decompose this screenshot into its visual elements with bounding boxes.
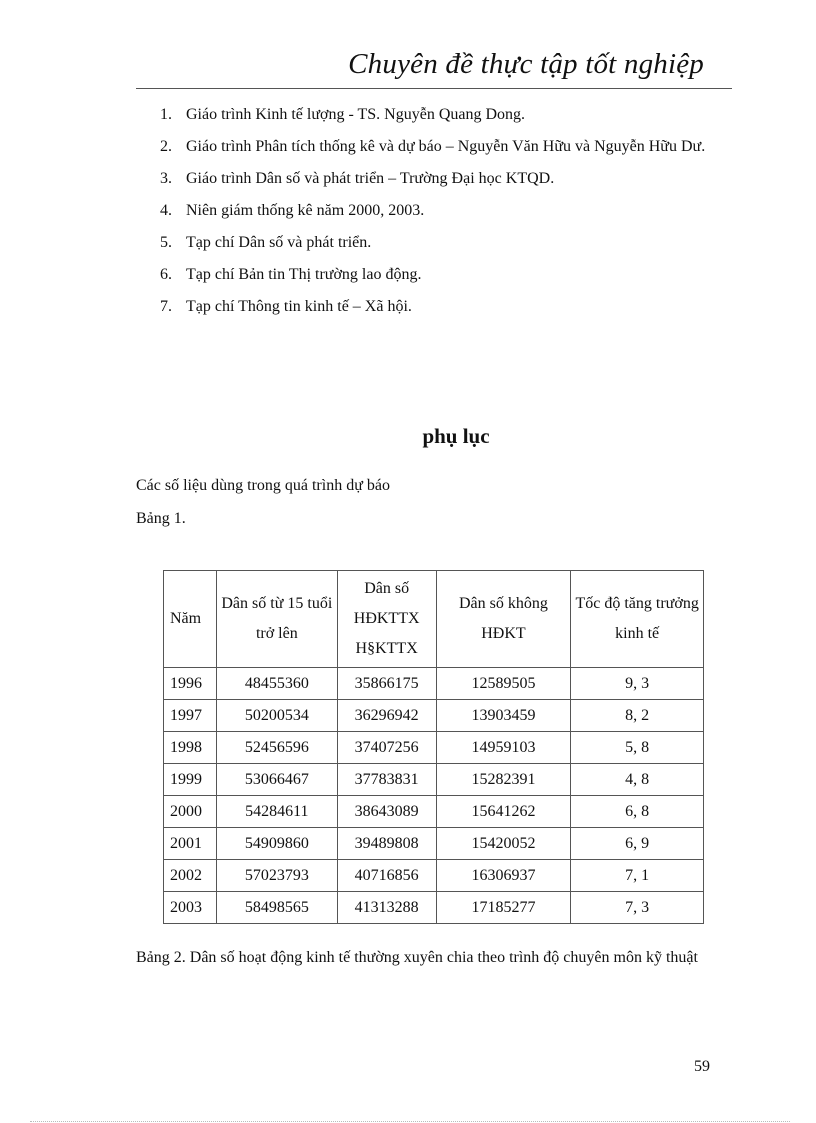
page-number: 59	[694, 1058, 710, 1075]
cell-year: 2000	[164, 796, 217, 828]
table-row	[164, 828, 704, 860]
cell-year: 1997	[164, 700, 217, 732]
cell-growth-rate: 6, 8	[571, 796, 704, 828]
cell-year: 2003	[164, 892, 217, 924]
reference-item	[160, 195, 740, 227]
cell-growth-rate: 6, 9	[571, 828, 704, 860]
cell-year: 1999	[164, 764, 217, 796]
reference-number: 4.	[160, 202, 172, 219]
cell-growth-rate: 5, 8	[571, 732, 704, 764]
reference-item	[160, 259, 740, 291]
cell-active-population: 37407256	[337, 732, 436, 764]
cell-growth-rate: 9, 3	[571, 668, 704, 700]
cell-inactive-population: 16306937	[436, 860, 571, 892]
cell-inactive-population: 12589505	[436, 668, 571, 700]
cell-inactive-population: 15641262	[436, 796, 571, 828]
table2-caption: Bảng 2. Dân số hoạt động kinh tế thường xuyên chia theo trình độ chuyên môn kỹ thuật	[136, 949, 698, 966]
reference-text: Giáo trình Kinh tế lượng - TS. Nguyễn Quang Dong.	[186, 106, 526, 123]
cell-inactive-population: 14959103	[436, 732, 571, 764]
cell-active-population: 40716856	[337, 860, 436, 892]
header-active-population: Dân số HĐKTTX H§KTTX	[337, 571, 436, 668]
reference-list	[160, 99, 740, 323]
header-divider	[136, 88, 732, 89]
appendix-title: phụ lục	[422, 424, 490, 448]
cell-active-population: 35866175	[337, 668, 436, 700]
cell-inactive-population: 17185277	[436, 892, 571, 924]
reference-number: 5.	[160, 234, 172, 251]
table-header-row	[164, 571, 704, 668]
cell-population-15-plus: 50200534	[216, 700, 337, 732]
cell-active-population: 41313288	[337, 892, 436, 924]
table-row	[164, 732, 704, 764]
reference-number: 6.	[160, 266, 172, 283]
reference-text: Niên giám thống kê năm 2000, 2003.	[186, 202, 425, 219]
table-row	[164, 700, 704, 732]
reference-text: Giáo trình Phân tích thống kê và dự báo – Nguyễn Văn Hữu và Nguyễn Hữu Dư.	[186, 138, 706, 155]
table-row	[164, 892, 704, 924]
table-row	[164, 796, 704, 828]
cell-population-15-plus: 58498565	[216, 892, 337, 924]
cell-inactive-population: 15420052	[436, 828, 571, 860]
cell-growth-rate: 4, 8	[571, 764, 704, 796]
reference-number: 2.	[160, 138, 172, 155]
cell-active-population: 38643089	[337, 796, 436, 828]
cell-year: 1996	[164, 668, 217, 700]
cell-active-population: 36296942	[337, 700, 436, 732]
header-inactive-population: Dân số không HĐKT	[436, 571, 571, 668]
reference-item	[160, 99, 740, 131]
cell-inactive-population: 13903459	[436, 700, 571, 732]
cell-population-15-plus: 54909860	[216, 828, 337, 860]
reference-item	[160, 163, 740, 195]
footer-dotted-rule	[30, 1121, 790, 1122]
table-row	[164, 668, 704, 700]
page-header-title: Chuyên đề thực tập tốt nghiệp	[348, 48, 704, 80]
reference-item	[160, 227, 740, 259]
table-row	[164, 764, 704, 796]
reference-text: Tạp chí Dân số và phát triển.	[186, 234, 372, 251]
reference-number: 7.	[160, 298, 172, 315]
cell-year: 2002	[164, 860, 217, 892]
reference-item	[160, 291, 740, 323]
header-year: Năm	[164, 571, 217, 668]
reference-item	[160, 131, 740, 163]
cell-population-15-plus: 54284611	[216, 796, 337, 828]
cell-population-15-plus: 48455360	[216, 668, 337, 700]
header-population-15-plus: Dân số từ 15 tuổi trở lên	[216, 571, 337, 668]
cell-active-population: 37783831	[337, 764, 436, 796]
cell-population-15-plus: 52456596	[216, 732, 337, 764]
cell-inactive-population: 15282391	[436, 764, 571, 796]
reference-number: 1.	[160, 106, 172, 123]
reference-text: Tạp chí Bản tin Thị trường lao động.	[186, 266, 422, 283]
reference-number: 3.	[160, 170, 172, 187]
cell-population-15-plus: 53066467	[216, 764, 337, 796]
cell-active-population: 39489808	[337, 828, 436, 860]
cell-growth-rate: 8, 2	[571, 700, 704, 732]
reference-text: Tạp chí Thông tin kinh tế – Xã hội.	[186, 298, 412, 315]
appendix-intro: Các số liệu dùng trong quá trình dự báo	[136, 477, 390, 494]
cell-growth-rate: 7, 3	[571, 892, 704, 924]
population-table	[163, 570, 704, 924]
reference-text: Giáo trình Dân số và phát triển – Trường Đại học KTQD.	[186, 170, 555, 187]
cell-growth-rate: 7, 1	[571, 860, 704, 892]
cell-year: 2001	[164, 828, 217, 860]
table-row	[164, 860, 704, 892]
table1-label: Bảng 1.	[136, 510, 186, 527]
cell-year: 1998	[164, 732, 217, 764]
header-growth-rate: Tốc độ tăng trưởng kinh tế	[571, 571, 704, 668]
cell-population-15-plus: 57023793	[216, 860, 337, 892]
